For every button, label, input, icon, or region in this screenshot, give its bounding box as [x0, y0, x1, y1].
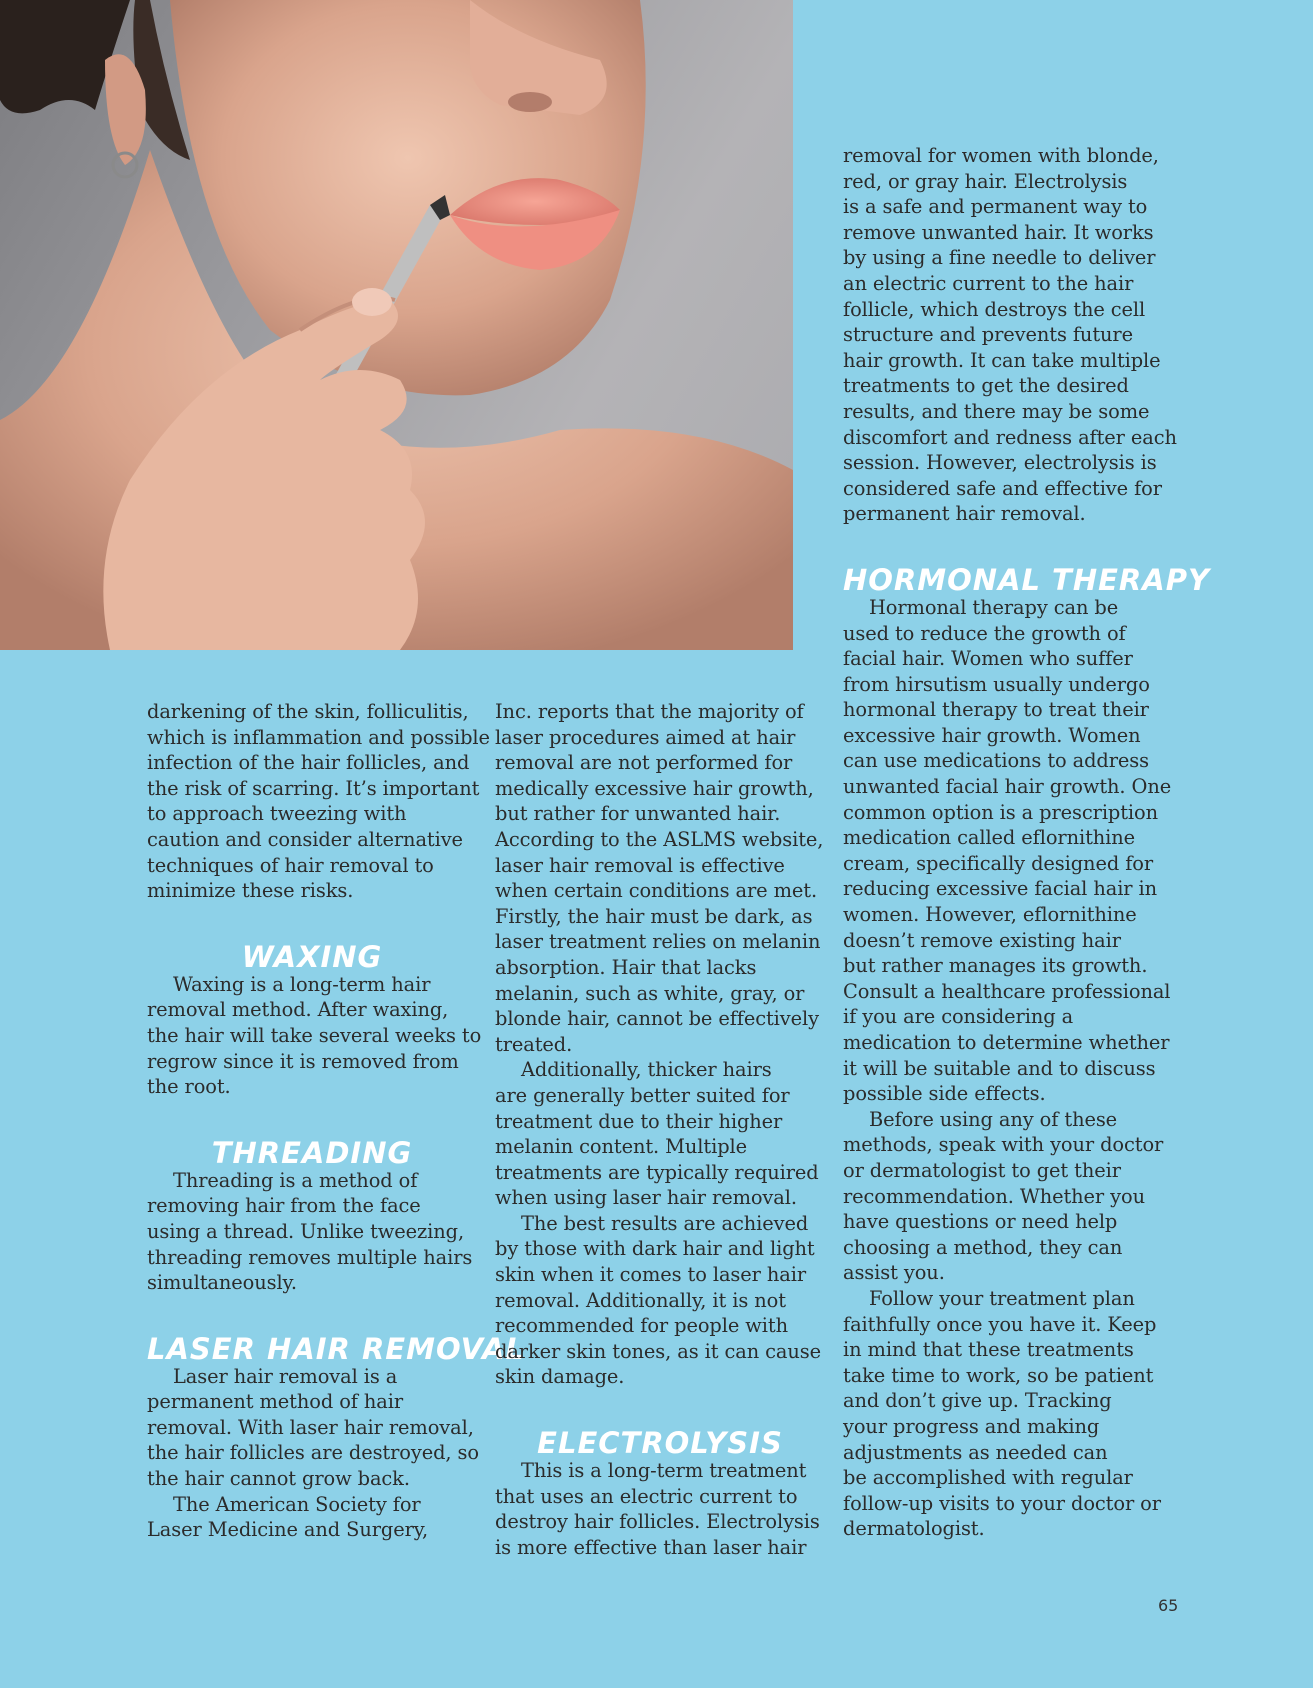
text-line: unwanted facial hair growth. One: [843, 775, 1172, 799]
text-line: but rather manages its growth.: [843, 954, 1148, 978]
text-line: Additionally, thicker hairs: [521, 1058, 772, 1082]
text-line: Laser Medicine and Surgery,: [147, 1518, 429, 1542]
text-line: follicle, which destroys the cell: [843, 297, 1146, 321]
text-line: threading removes multiple hairs: [147, 1245, 473, 1269]
heading-threading: THREADING: [211, 1135, 413, 1170]
text-line: or dermatologist to get their: [843, 1158, 1121, 1182]
text-line: faithfully once you have it. Keep: [843, 1312, 1157, 1336]
text-line: destroy hair follicles. Electrolysis: [495, 1510, 820, 1534]
text-line: it will be suitable and to discuss: [843, 1056, 1156, 1080]
text-line: are generally better suited for: [495, 1083, 790, 1107]
text-line: medication called eflornithine: [843, 826, 1136, 850]
text-line: is a safe and permanent way to: [843, 195, 1148, 219]
text-line: laser treatment relies on melanin: [495, 930, 821, 954]
text-line: dermatologist.: [843, 1517, 985, 1541]
text-line: excessive hair growth. Women: [843, 723, 1141, 747]
text-line: is more effective than laser hair: [495, 1535, 807, 1559]
text-line: in mind that these treatments: [843, 1338, 1134, 1362]
text-line: removal. Additionally, it is not: [495, 1288, 786, 1312]
text-line: Waxing is a long-term hair: [173, 972, 431, 996]
text-line: recommendation. Whether you: [843, 1184, 1145, 1208]
text-line: permanent hair removal.: [843, 502, 1086, 526]
heading-electrolysis: ELECTROLYSIS: [537, 1426, 783, 1461]
text-line: techniques of hair removal to: [147, 853, 434, 877]
text-line: take time to work, so be patient: [843, 1363, 1154, 1387]
text-line: melanin, such as white, gray, or: [495, 981, 805, 1005]
text-line: treated.: [495, 1032, 573, 1056]
text-line: The American Society for: [173, 1492, 421, 1516]
text-line: facial hair. Women who suffer: [843, 647, 1133, 671]
text-line: Firstly, the hair must be dark, as: [495, 904, 813, 928]
text-line: be accomplished with regular: [843, 1466, 1133, 1490]
text-line: skin damage.: [495, 1365, 625, 1389]
text-line: melanin content. Multiple: [495, 1135, 747, 1159]
text-line: cream, specifically designed for: [843, 851, 1154, 875]
text-line: Hormonal therapy can be: [869, 595, 1119, 619]
text-line: removing hair from the face: [147, 1194, 421, 1218]
heading-laser-hair-removal: LASER HAIR REMOVAL: [147, 1331, 525, 1366]
text-line: Before using any of these: [869, 1107, 1118, 1131]
text-line: Follow your treatment plan: [869, 1286, 1135, 1310]
text-line: removal method. After waxing,: [147, 998, 449, 1022]
text-line: from hirsutism usually undergo: [843, 672, 1150, 696]
text-line: reducing excessive facial hair in: [843, 877, 1158, 901]
text-line: women. However, eflornithine: [843, 903, 1137, 927]
column-2: [495, 699, 825, 1560]
text-line: Inc. reports that the majority of: [495, 700, 804, 723]
text-line: your progress and making: [843, 1414, 1100, 1438]
text-line: minimize these risks.: [147, 879, 354, 903]
text-line: removal are not performed for: [495, 751, 793, 775]
text-line: session. However, electrolysis is: [843, 451, 1157, 475]
page-number: 65: [1158, 1596, 1179, 1615]
text-line: the hair follicles are destroyed, so: [147, 1441, 479, 1465]
text-line: The best results are achieved: [521, 1211, 809, 1235]
text-line: and don’t give up. Tracking: [843, 1389, 1112, 1413]
text-line: infection of the hair follicles, and: [147, 751, 470, 775]
text-line: have questions or need help: [843, 1210, 1118, 1234]
text-line: This is a long-term treatment: [521, 1459, 807, 1483]
text-line: follow-up visits to your doctor or: [843, 1491, 1161, 1515]
text-line: removal. With laser hair removal,: [147, 1415, 474, 1439]
text-line: that uses an electric current to: [495, 1484, 798, 1508]
text-line: permanent method of hair: [147, 1390, 404, 1414]
text-line: by using a fine needle to deliver: [843, 246, 1156, 270]
text-line: if you are considering a: [843, 1005, 1074, 1029]
text-line: the hair cannot grow back.: [147, 1467, 410, 1491]
column-3: [843, 143, 1210, 1542]
text-line: darkening of the skin, folliculitis,: [147, 700, 469, 723]
text-line: using a thread. Unlike tweezing,: [147, 1219, 465, 1243]
text-line: skin when it comes to laser hair: [495, 1263, 807, 1287]
text-line: blonde hair, cannot be effectively: [495, 1007, 819, 1031]
heading-waxing: WAXING: [241, 939, 383, 974]
text-line: structure and prevents future: [843, 323, 1133, 347]
text-line: to approach tweezing with: [147, 802, 407, 826]
text-line: the root.: [147, 1075, 231, 1099]
text-line: choosing a method, they can: [843, 1235, 1123, 1259]
text-line: regrow since it is removed from: [147, 1049, 459, 1073]
text-line: simultaneously.: [147, 1271, 297, 1295]
text-line: Threading is a method of: [173, 1168, 418, 1192]
text-line: treatments are typically required: [495, 1160, 819, 1184]
text-line: remove unwanted hair. It works: [843, 220, 1154, 244]
photo-woman-tweezers: [0, 0, 793, 650]
text-line: discomfort and redness after each: [843, 425, 1177, 449]
text-line: hormonal therapy to treat their: [843, 698, 1149, 722]
text-line: when certain conditions are met.: [495, 879, 818, 903]
text-line: absorption. Hair that lacks: [495, 955, 757, 979]
text-line: by those with dark hair and light: [495, 1237, 815, 1261]
text-line: red, or gray hair. Electrolysis: [843, 169, 1128, 193]
text-line: the hair will take several weeks to: [147, 1023, 482, 1047]
text-line: medication to determine whether: [843, 1031, 1170, 1054]
text-line: darker skin tones, as it can cause: [495, 1339, 822, 1363]
text-line: used to reduce the growth of: [843, 621, 1126, 645]
text-line: but rather for unwanted hair.: [495, 802, 781, 826]
text-line: doesn’t remove existing hair: [843, 928, 1121, 952]
text-line: Consult a healthcare professional: [843, 979, 1171, 1003]
text-line: removal for women with blonde,: [843, 144, 1159, 167]
text-line: assist you.: [843, 1261, 945, 1285]
text-line: caution and consider alternative: [147, 827, 463, 851]
text-line: an electric current to the hair: [843, 271, 1134, 295]
text-line: when using laser hair removal.: [495, 1186, 797, 1210]
text-line: recommended for people with: [495, 1314, 788, 1338]
text-line: hair growth. It can take multiple: [843, 348, 1161, 372]
text-line: adjustments as needed can: [843, 1440, 1108, 1464]
text-line: considered safe and effective for: [843, 476, 1162, 500]
text-line: the risk of scarring. It’s important: [147, 776, 480, 800]
text-line: medically excessive hair growth,: [495, 776, 814, 800]
text-line: laser hair removal is effective: [495, 853, 785, 877]
text-line: Laser hair removal is a: [173, 1364, 398, 1388]
text-line: which is inflammation and possible: [147, 725, 490, 749]
text-line: laser procedures aimed at hair: [495, 725, 796, 749]
text-line: can use medications to address: [843, 749, 1149, 773]
text-line: methods, speak with your doctor: [843, 1133, 1164, 1157]
column-1: [147, 699, 525, 1543]
text-line: results, and there may be some: [843, 399, 1150, 423]
text-line: common option is a prescription: [843, 800, 1158, 824]
text-line: According to the ASLMS website,: [495, 827, 824, 851]
text-line: treatments to get the desired: [843, 374, 1129, 398]
heading-hormonal-therapy: HORMONAL THERAPY: [843, 562, 1210, 597]
woman-tweezing-photo: [0, 0, 793, 650]
text-line: possible side effects.: [843, 1082, 1046, 1106]
text-line: treatment due to their higher: [495, 1109, 783, 1133]
